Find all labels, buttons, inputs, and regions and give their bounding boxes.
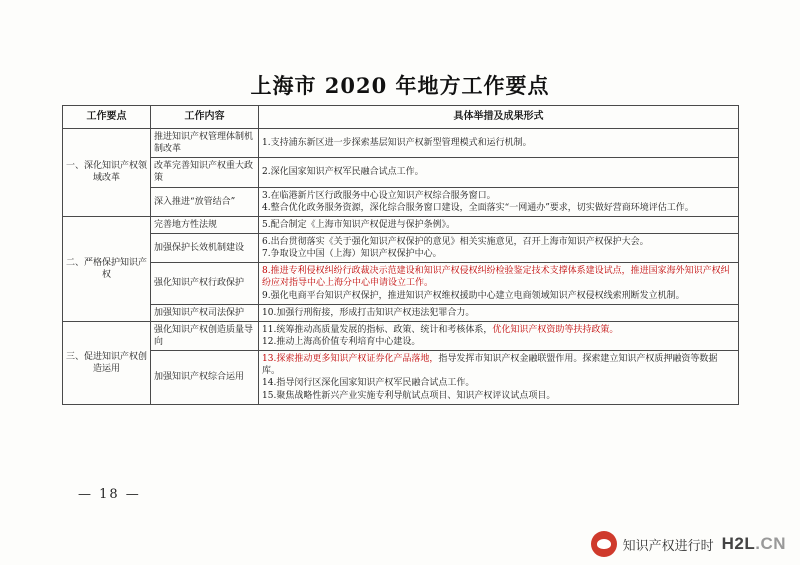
measures-1-2: 2.深化国家知识产权军民融合试点工作。 — [259, 158, 739, 187]
wechat-account-name: 知识产权进行时 — [622, 538, 714, 554]
brand-watermark: H2L.CN — [721, 534, 786, 553]
footer-watermark — [591, 531, 786, 557]
table-row — [63, 304, 739, 321]
measures-1-1: 1.支持浦东新区进一步探索基层知识产权新型管理模式和运行机制。 — [259, 129, 739, 158]
work-content-1-1: 推进知识产权管理体制机制改革 — [151, 129, 259, 158]
wechat-badge — [591, 531, 714, 557]
header-measures: 具体举措及成果形式 — [259, 106, 739, 129]
table-header-row — [63, 106, 739, 129]
header-work-point: 工作要点 — [63, 106, 151, 129]
table-row — [63, 233, 739, 262]
measures-1-3: 3.在临港新片区行政服务中心设立知识产权综合服务窗口。 4.整合优化政务服务资源，深化综合服务窗口建设，全面落实“一网通办”要求，切实做好营商环境评估工作。 — [259, 187, 739, 216]
section-name-3: 三、促进知识产权创造运用 — [63, 321, 151, 404]
work-content-3-1: 强化知识产权创造质量导向 — [151, 321, 259, 350]
table-row — [63, 321, 739, 350]
work-content-2-2: 加强保护长效机制建设 — [151, 233, 259, 262]
section-name-1: 一、深化知识产权领域改革 — [63, 129, 151, 217]
wechat-logo-icon — [591, 531, 617, 557]
header-work-content: 工作内容 — [151, 106, 259, 129]
work-content-2-4: 加强知识产权司法保护 — [151, 304, 259, 321]
measures-2-4: 10.加强行刑衔接，形成打击知识产权违法犯罪合力。 — [259, 304, 739, 321]
work-content-2-1: 完善地方性法规 — [151, 216, 259, 233]
work-points-table — [62, 105, 739, 405]
table-row — [63, 216, 739, 233]
section-name-2: 二、严格保护知识产权 — [63, 216, 151, 321]
table-row — [63, 263, 739, 304]
page-number: — 18 — — [78, 487, 141, 502]
work-content-1-3: 深入推进“放管结合” — [151, 187, 259, 216]
measures-2-1: 5.配合制定《上海市知识产权促进与保护条例》。 — [259, 216, 739, 233]
work-content-3-2: 加强知识产权综合运用 — [151, 351, 259, 405]
measures-2-3: 8.推进专利侵权纠纷行政裁决示范建设和知识产权侵权纠纷检验鉴定技术支撑体系建设试点，推进国家海外知识产权纠纷应对指导中心上海分中心申请设立工作。 9.强化电商平台知识产权保护，推进知识产权维权援助中心建立电商领域知识产权侵权线索刑断发立机制。 — [259, 263, 739, 304]
work-content-2-3: 强化知识产权行政保护 — [151, 263, 259, 304]
measures-2-2: 6.出台贯彻落实《关于强化知识产权保护的意见》相关实施意见，召开上海市知识产权保护大会。 7.争取设立中国（上海）知识产权保护中心。 — [259, 233, 739, 262]
table-row — [63, 351, 739, 405]
page-title: 上海市 2020 年地方工作要点 — [250, 73, 550, 98]
measures-3-1: 11.统筹推动高质量发展的指标、政策、统计和考核体系，优化知识产权资助等扶持政策。 12.推动上海高价值专利培育中心建设。 — [259, 321, 739, 350]
table-row — [63, 187, 739, 216]
table-row — [63, 158, 739, 187]
measures-3-2: 13.探索推动更多知识产权证券化产品落地，指导发挥市知识产权金融联盟作用。探索建立知识产权质押融资等数据库。 14.指导闵行区深化国家知识产权军民融合试点工作。 15.聚焦战略性新兴产业实施专利导航试点项目、知识产权评议试点项目。 — [259, 351, 739, 405]
work-content-1-2: 改革完善知识产权重大政策 — [151, 158, 259, 187]
table-row — [63, 129, 739, 158]
